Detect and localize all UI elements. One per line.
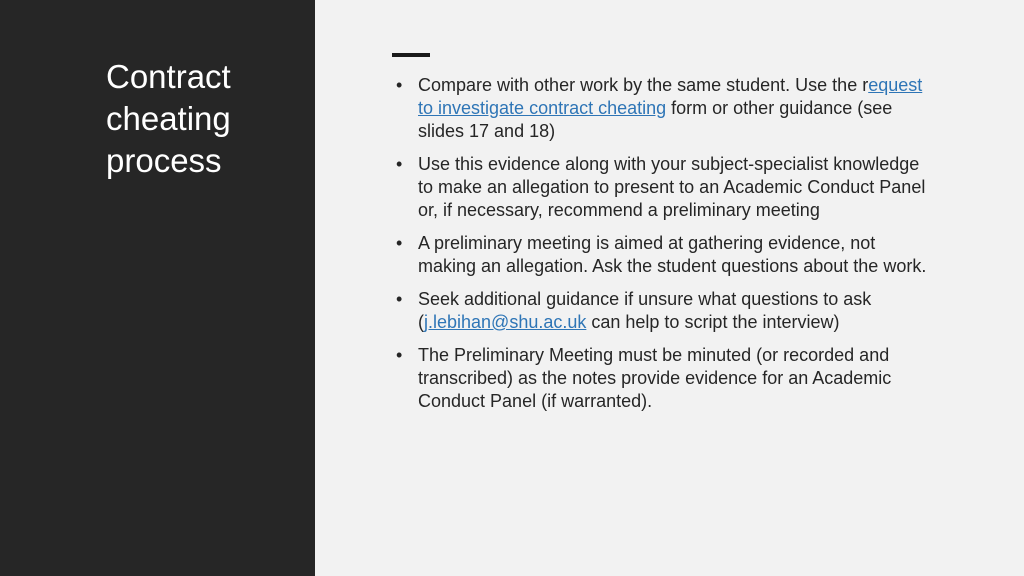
bullet-text: Seek additional guidance if unsure what questions to ask ( [418, 289, 872, 332]
bullet-text: form or other guidance (see slides 17 and 18) [418, 98, 893, 141]
bullet-text: The Preliminary Meeting must be minuted (or recorded and transcribed) as the notes provide evidence for an Academic Conduct Panel (if warranted). [418, 345, 892, 411]
email-link[interactable]: j.lebihan@shu.ac.uk [424, 312, 587, 332]
bullet-item [396, 232, 936, 278]
accent-bar [392, 53, 430, 57]
bullet-text: Compare with other work by the same student. Use the r [418, 75, 869, 95]
bullet-item [396, 153, 936, 222]
bullet-dot: • [396, 154, 403, 174]
title-line: Contract [106, 58, 231, 95]
title-line: cheating [106, 100, 231, 137]
bullet-item [396, 74, 936, 143]
bullet-dot: • [396, 345, 403, 365]
bullet-text: can help to script the interview) [586, 312, 840, 332]
slide-title [106, 56, 306, 182]
title-line: process [106, 142, 222, 179]
bullet-dot: • [396, 289, 403, 309]
bullet-dot: • [396, 233, 403, 253]
bullet-list [396, 74, 936, 423]
bullet-text: A preliminary meeting is aimed at gathering evidence, not making an allegation. Ask the student questions about the work. [418, 233, 927, 276]
bullet-dot: • [396, 75, 403, 95]
bullet-item [396, 344, 936, 413]
bullet-item [396, 288, 936, 334]
investigate-form-link[interactable]: equest to investigate contract cheating [418, 75, 923, 118]
bullet-text: Use this evidence along with your subject-specialist knowledge to make an allegation to present to an Academic Conduct Panel or, if necessary, recommend a preliminary meeting [418, 154, 926, 220]
title-panel [0, 0, 315, 576]
